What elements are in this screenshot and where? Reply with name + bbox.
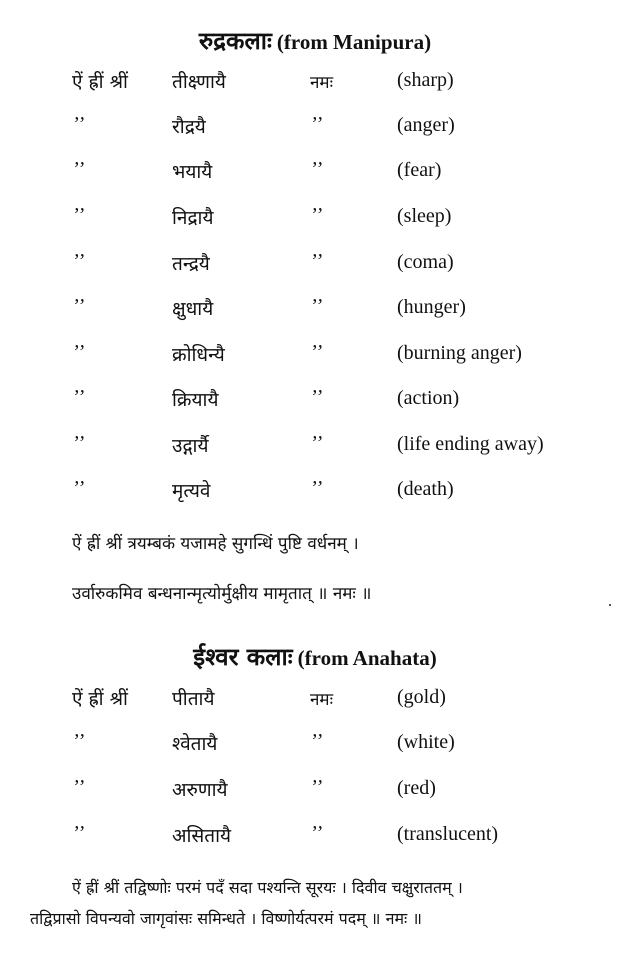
row-meaning: (sleep) xyxy=(397,205,452,227)
row-namah-ditto: ’’ xyxy=(310,822,324,844)
row-prefix: ऐं ह्रीं श्रीं xyxy=(72,688,128,710)
row-prefix-ditto: ’’ xyxy=(72,113,86,135)
section2-mantra-line2: तद्विप्रासो विपन्यवो जागृवांसः समिन्धते । विष्णोर्यत्परमं पदम् ॥ नमः ॥ xyxy=(30,909,422,928)
row-name: रौद्रयै xyxy=(172,116,206,138)
row-meaning: (gold) xyxy=(397,686,446,708)
row-prefix-ditto: ’’ xyxy=(72,341,86,363)
row-name: अरुणायै xyxy=(172,779,228,801)
row-namah-ditto: ’’ xyxy=(310,204,324,226)
row-namah-ditto: ’’ xyxy=(310,341,324,363)
row-prefix-ditto: ’’ xyxy=(72,432,86,454)
row-name: उद्गार्यै xyxy=(172,435,209,457)
row-namah-ditto: ’’ xyxy=(310,250,324,272)
row-prefix-ditto: ’’ xyxy=(72,730,86,752)
row-name: निद्रायै xyxy=(172,207,214,229)
row-meaning: (fear) xyxy=(397,159,442,181)
row-meaning: (hunger) xyxy=(397,296,466,318)
page-speck xyxy=(609,604,611,606)
table-row xyxy=(0,822,630,856)
row-meaning: (anger) xyxy=(397,114,455,136)
table-row xyxy=(0,295,630,329)
section2-mantra-line1: ऐं ह्रीं श्रीं तद्विष्णोः परमं पदँ सदा पश्यन्ति सूरयः । दिवीव चक्षुराततम् । xyxy=(72,878,463,897)
row-name: क्रोधिन्यै xyxy=(172,344,225,366)
row-prefix-ditto: ’’ xyxy=(72,477,86,499)
row-meaning: (red) xyxy=(397,777,436,799)
row-meaning: (sharp) xyxy=(397,69,454,91)
table-row xyxy=(0,158,630,192)
section1-title-devanagari: रुद्रकलाः xyxy=(198,27,272,55)
table-row xyxy=(0,250,630,284)
row-namah-ditto: ’’ xyxy=(310,432,324,454)
row-meaning: (action) xyxy=(397,387,460,409)
row-prefix: ऐं ह्रीं श्रीं xyxy=(72,71,128,93)
row-name: मृत्यवे xyxy=(172,480,211,502)
row-namah-ditto: ’’ xyxy=(310,386,324,408)
row-namah-ditto: ’’ xyxy=(310,477,324,499)
row-name: श्वेतायै xyxy=(172,733,218,755)
row-namah-ditto: ’’ xyxy=(310,295,324,317)
row-meaning: (white) xyxy=(397,731,455,753)
table-row xyxy=(0,386,630,420)
table-row xyxy=(0,204,630,238)
section1-heading xyxy=(0,24,630,57)
table-row xyxy=(0,113,630,147)
table-row xyxy=(0,477,630,511)
table-row xyxy=(0,341,630,375)
row-prefix-ditto: ’’ xyxy=(72,822,86,844)
row-meaning: (coma) xyxy=(397,251,454,273)
row-prefix-ditto: ’’ xyxy=(72,158,86,180)
row-name: तन्द्रयै xyxy=(172,253,210,275)
section2-heading xyxy=(0,640,630,673)
row-prefix-ditto: ’’ xyxy=(72,204,86,226)
row-namah: नमः xyxy=(310,690,334,710)
row-prefix-ditto: ’’ xyxy=(72,250,86,272)
row-name: पीतायै xyxy=(172,688,215,710)
section2-title-source: (from Anahata) xyxy=(297,646,437,670)
row-meaning: (translucent) xyxy=(397,823,499,845)
table-row xyxy=(0,776,630,810)
row-meaning: (death) xyxy=(397,478,454,500)
row-prefix-ditto: ’’ xyxy=(72,386,86,408)
row-meaning: (burning anger) xyxy=(397,342,522,364)
row-prefix-ditto: ’’ xyxy=(72,776,86,798)
table-row xyxy=(0,685,630,719)
row-namah-ditto: ’’ xyxy=(310,776,324,798)
row-namah-ditto: ’’ xyxy=(310,113,324,135)
section1-mantra-line2: उर्वारुकमिव बन्धनान्मृत्योर्मुक्षीय मामृतात् ॥ नमः ॥ xyxy=(72,584,372,604)
row-name: क्षुधायै xyxy=(172,298,214,320)
section1-title-source: (from Manipura) xyxy=(276,30,432,54)
row-name: तीक्ष्णायै xyxy=(172,71,226,93)
table-row xyxy=(0,432,630,466)
row-meaning: (life ending away) xyxy=(397,433,544,455)
row-prefix-ditto: ’’ xyxy=(72,295,86,317)
section2-title-devanagari: ईश्वर कलाः xyxy=(193,643,293,671)
row-name: भयायै xyxy=(172,161,213,183)
row-name: असितायै xyxy=(172,825,232,847)
row-name: क्रियायै xyxy=(172,389,219,411)
row-namah: नमः xyxy=(310,73,334,93)
row-namah-ditto: ’’ xyxy=(310,730,324,752)
row-namah-ditto: ’’ xyxy=(310,158,324,180)
section1-mantra-line1: ऐं ह्रीं श्रीं त्रयम्बकं यजामहे सुगन्धिं पुष्टि वर्धनम् । xyxy=(72,534,359,554)
table-row xyxy=(0,730,630,764)
table-row xyxy=(0,68,630,102)
